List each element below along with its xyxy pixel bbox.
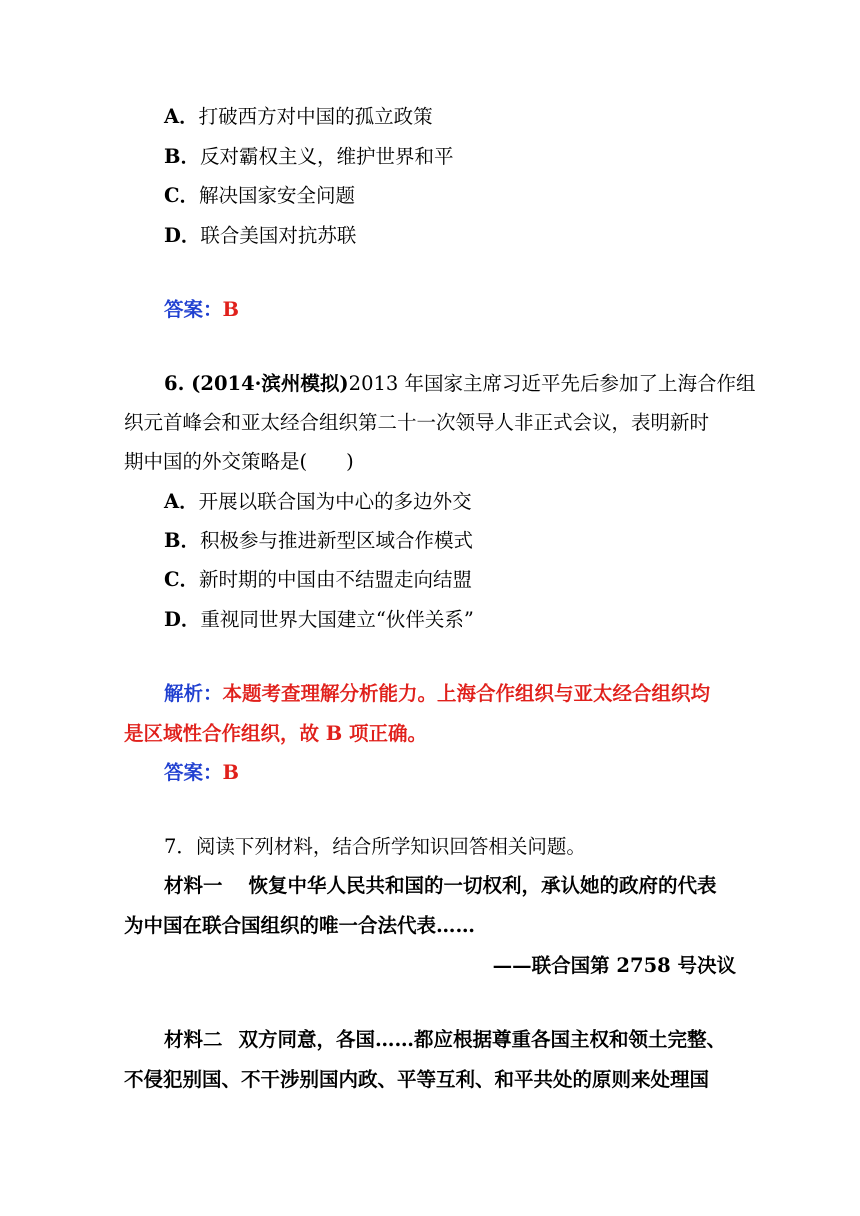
question-source-tag: 6. (2014·滨州模拟) bbox=[164, 372, 349, 395]
option-letter: C． bbox=[164, 568, 200, 591]
option-text: 积极参与推进新型区域合作模式 bbox=[199, 529, 473, 552]
material1-text: 恢复中华人民共和国的一切权利，承认她的政府的代表 bbox=[248, 874, 717, 897]
q5-option-a bbox=[164, 103, 433, 131]
option-text: 新时期的中国由不结盟走向结盟 bbox=[199, 568, 473, 591]
q6-stem-line-3: 期中国的外交策略是( ) bbox=[124, 450, 354, 473]
option-text: 联合美国对抗苏联 bbox=[200, 224, 357, 247]
option-text: 解决国家安全问题 bbox=[199, 184, 356, 207]
q6-stem-line-1 bbox=[164, 370, 756, 398]
q7-stem: 7．阅读下列材料，结合所学知识回答相关问题。 bbox=[164, 835, 586, 858]
material2-label: 材料二 bbox=[164, 1028, 223, 1051]
answer-label: 答案： bbox=[164, 298, 223, 321]
analysis-text: 本题考查理解分析能力。上海合作组织与亚太经合组织均 bbox=[222, 682, 711, 705]
q7-material1-source: ——联合国第 2758 号决议 bbox=[492, 954, 736, 977]
q7-material2-line-1 bbox=[164, 1026, 726, 1054]
q6-option-d bbox=[164, 606, 474, 634]
q6-option-b bbox=[164, 527, 473, 555]
analysis-label: 解析： bbox=[164, 682, 223, 705]
q5-option-b bbox=[164, 143, 454, 171]
material2-text: 双方同意，各国……都应根据尊重各国主权和领土完整、 bbox=[238, 1028, 727, 1051]
material1-label: 材料一 bbox=[164, 874, 223, 897]
q5-answer bbox=[164, 296, 239, 324]
answer-value: B bbox=[222, 298, 239, 321]
q7-material1-line-2: 为中国在联合国组织的唯一合法代表…… bbox=[124, 914, 476, 937]
answer-label: 答案： bbox=[164, 761, 223, 784]
q7-material1-line-1 bbox=[164, 872, 717, 900]
answer-value: B bbox=[222, 761, 239, 784]
q6-analysis-line-1 bbox=[164, 680, 710, 708]
q6-option-a bbox=[164, 488, 472, 516]
q5-option-d bbox=[164, 222, 356, 250]
option-text: 打破西方对中国的孤立政策 bbox=[198, 105, 433, 128]
option-letter: D． bbox=[164, 608, 201, 631]
q7-material2-line-2: 不侵犯别国、不干涉别国内政、平等互利、和平共处的原则来处理国 bbox=[124, 1068, 710, 1091]
q6-option-c bbox=[164, 566, 472, 594]
option-letter: A． bbox=[164, 490, 199, 513]
stem-text: 2013 年国家主席习近平先后参加了上海合作组 bbox=[348, 372, 756, 395]
option-text: 重视同世界大国建立“伙伴关系” bbox=[200, 608, 474, 631]
option-letter: D． bbox=[164, 224, 201, 247]
option-text: 反对霸权主义，维护世界和平 bbox=[199, 145, 454, 168]
option-letter: B． bbox=[164, 145, 200, 168]
q5-option-c bbox=[164, 182, 355, 210]
q6-analysis-line-2: 是区域性合作组织，故 B 项正确。 bbox=[124, 722, 428, 745]
option-letter: C． bbox=[164, 184, 200, 207]
q6-answer bbox=[164, 759, 239, 787]
option-text: 开展以联合国为中心的多边外交 bbox=[198, 490, 472, 513]
option-letter: B． bbox=[164, 529, 200, 552]
option-letter: A． bbox=[164, 105, 199, 128]
q6-stem-line-2: 织元首峰会和亚太经合组织第二十一次领导人非正式会议，表明新时 bbox=[124, 411, 710, 434]
